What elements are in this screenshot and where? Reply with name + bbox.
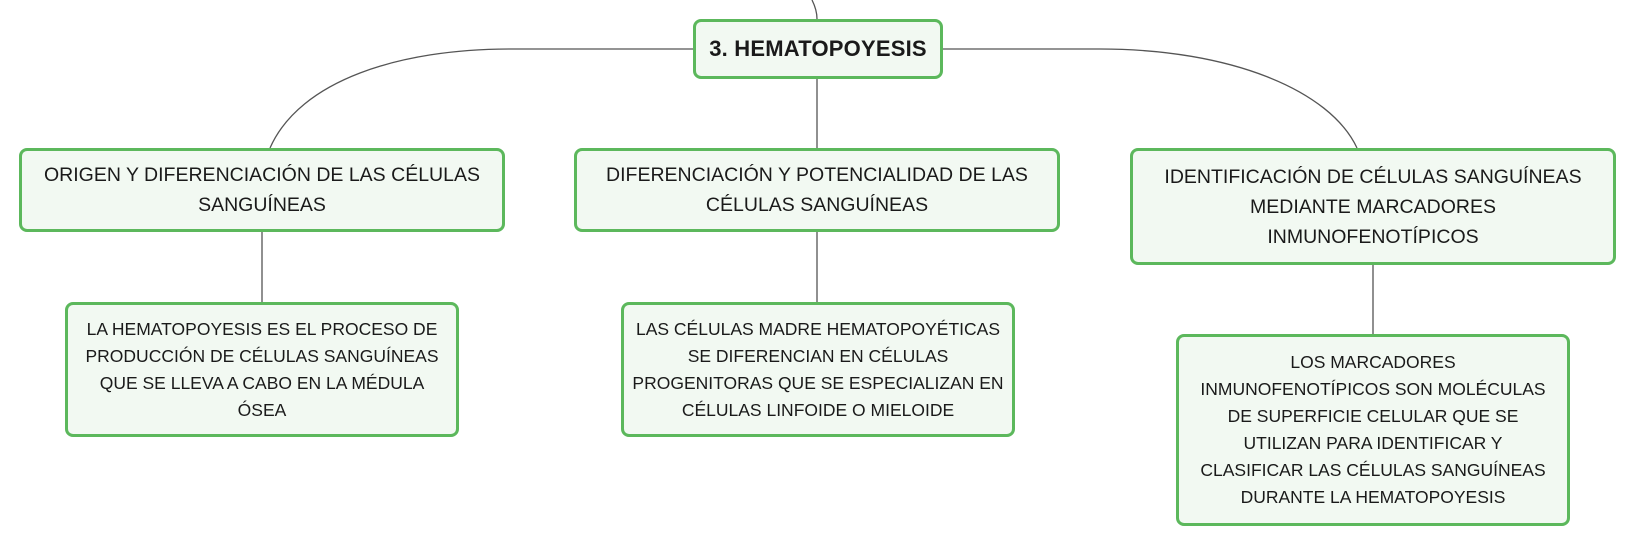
detail-node-diferenciacion[interactable] <box>621 302 1015 437</box>
connector-root-to-branch-3 <box>943 49 1357 148</box>
branch-node-diferenciacion[interactable] <box>574 148 1060 232</box>
branch-label-identificacion: IDENTIFICACIÓN DE CÉLULAS SANGUÍNEAS MEDIANTE MARCADORES INMUNOFENOTÍPICOS <box>1164 165 1582 248</box>
root-topic-label: 3. HEMATOPOYESIS <box>709 36 927 61</box>
detail-text-origen: LA HEMATOPOYESIS ES EL PROCESO DE PRODUCCIÓN DE CÉLULAS SANGUÍNEAS QUE SE LLEVA A CABO EN LA MÉDULA ÓSEA <box>85 318 439 420</box>
detail-text-diferenciacion: LAS CÉLULAS MADRE HEMATOPOYÉTICAS SE DIFERENCIAN EN CÉLULAS PROGENITORAS QUE SE ESPECIALIZAN EN CÉLULAS LINFOIDE O MIELOIDE <box>632 318 1004 420</box>
branch-label-origen: ORIGEN Y DIFERENCIACIÓN DE LAS CÉLULAS SANGUÍNEAS <box>44 164 480 216</box>
detail-node-identificacion[interactable] <box>1176 334 1570 526</box>
branch-node-origen[interactable] <box>19 148 505 232</box>
branch-node-identificacion[interactable] <box>1130 148 1616 265</box>
connector-parent-to-root <box>812 0 817 19</box>
detail-text-identificacion: LOS MARCADORES INMUNOFENOTÍPICOS SON MOLÉCULAS DE SUPERFICIE CELULAR QUE SE UTILIZAN PARA IDENTIFICAR Y CLASIFICAR LAS CÉLULAS SANGUÍNEAS DURANTE LA HEMATOPOYESIS <box>1200 352 1546 507</box>
connector-root-to-branch-1 <box>270 49 693 148</box>
detail-node-origen[interactable] <box>65 302 459 437</box>
branch-label-diferenciacion: DIFERENCIACIÓN Y POTENCIALIDAD DE LAS CÉLULAS SANGUÍNEAS <box>606 164 1028 216</box>
root-topic-node[interactable] <box>693 19 943 79</box>
